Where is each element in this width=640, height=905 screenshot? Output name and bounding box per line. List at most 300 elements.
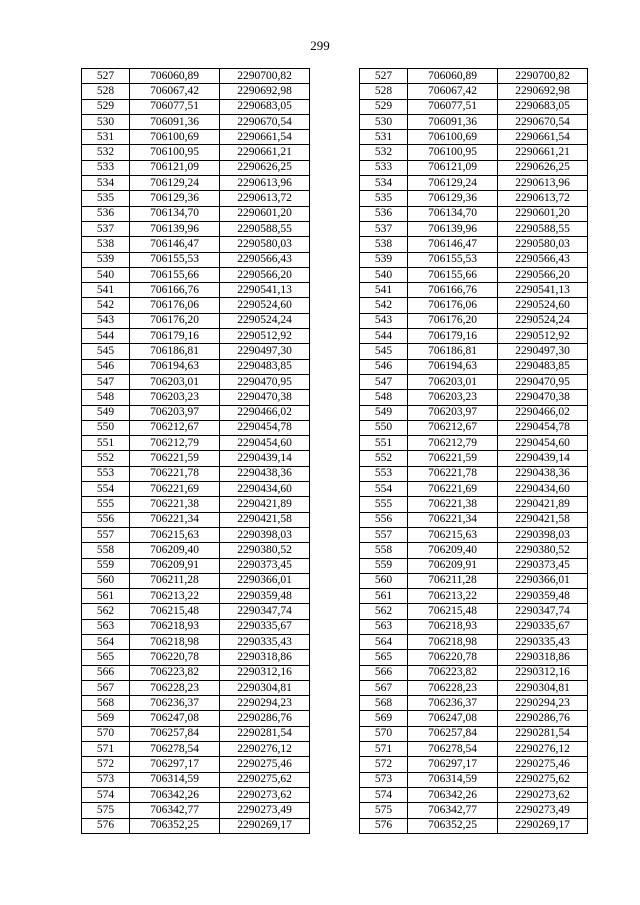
- table-row: [360, 757, 588, 772]
- y-coordinate-cell: 2290281,54: [498, 726, 588, 741]
- point-number-cell: 560: [360, 573, 408, 588]
- x-coordinate-cell: 706209,40: [130, 543, 220, 558]
- table-row: [360, 420, 588, 435]
- table-row: [82, 466, 310, 481]
- x-coordinate-cell: 706247,08: [130, 711, 220, 726]
- table-row: [360, 482, 588, 497]
- table-row: [360, 466, 588, 481]
- table-row: [360, 160, 588, 175]
- y-coordinate-cell: 2290421,89: [498, 497, 588, 512]
- y-coordinate-cell: 2290613,96: [220, 176, 310, 191]
- table-row: [82, 665, 310, 680]
- x-coordinate-cell: 706179,16: [408, 329, 498, 344]
- point-number-cell: 564: [360, 634, 408, 649]
- point-number-cell: 547: [360, 374, 408, 389]
- x-coordinate-cell: 706203,01: [408, 374, 498, 389]
- y-coordinate-cell: 2290466,02: [498, 405, 588, 420]
- point-number-cell: 549: [360, 405, 408, 420]
- x-coordinate-cell: 706212,79: [408, 436, 498, 451]
- x-coordinate-cell: 706223,82: [130, 665, 220, 680]
- point-number-cell: 533: [82, 160, 130, 175]
- table-row: [360, 619, 588, 634]
- x-coordinate-cell: 706213,22: [130, 589, 220, 604]
- point-number-cell: 534: [82, 176, 130, 191]
- y-coordinate-cell: 2290601,20: [498, 206, 588, 221]
- table-row: [82, 726, 310, 741]
- table-row: [82, 420, 310, 435]
- point-number-cell: 534: [360, 176, 408, 191]
- point-number-cell: 569: [82, 711, 130, 726]
- point-number-cell: 538: [360, 237, 408, 252]
- point-number-cell: 529: [360, 99, 408, 114]
- y-coordinate-cell: 2290335,43: [220, 634, 310, 649]
- x-coordinate-cell: 706212,67: [408, 420, 498, 435]
- y-coordinate-cell: 2290497,30: [220, 344, 310, 359]
- point-number-cell: 532: [82, 145, 130, 160]
- point-number-cell: 575: [360, 803, 408, 818]
- table-row: [360, 359, 588, 374]
- point-number-cell: 565: [360, 650, 408, 665]
- x-coordinate-cell: 706134,70: [408, 206, 498, 221]
- point-number-cell: 553: [82, 466, 130, 481]
- y-coordinate-cell: 2290275,62: [498, 772, 588, 787]
- x-coordinate-cell: 706221,34: [130, 512, 220, 527]
- y-coordinate-cell: 2290588,55: [498, 221, 588, 236]
- y-coordinate-cell: 2290470,95: [498, 374, 588, 389]
- table-row: [360, 818, 588, 833]
- coordinates-table-right: [359, 68, 588, 834]
- y-coordinate-cell: 2290281,54: [220, 726, 310, 741]
- table-row: [82, 604, 310, 619]
- y-coordinate-cell: 2290661,21: [498, 145, 588, 160]
- table-row: [360, 390, 588, 405]
- table-row: [82, 818, 310, 833]
- table-row: [360, 803, 588, 818]
- x-coordinate-cell: 706067,42: [408, 84, 498, 99]
- x-coordinate-cell: 706203,23: [408, 390, 498, 405]
- y-coordinate-cell: 2290373,45: [220, 558, 310, 573]
- point-number-cell: 573: [360, 772, 408, 787]
- y-coordinate-cell: 2290566,43: [220, 252, 310, 267]
- table-row: [360, 114, 588, 129]
- x-coordinate-cell: 706091,36: [130, 114, 220, 129]
- y-coordinate-cell: 2290276,12: [220, 742, 310, 757]
- table-row: [360, 130, 588, 145]
- x-coordinate-cell: 706176,06: [130, 298, 220, 313]
- point-number-cell: 557: [360, 527, 408, 542]
- table-row: [82, 374, 310, 389]
- table-row: [82, 69, 310, 84]
- table-row: [360, 267, 588, 282]
- y-coordinate-cell: 2290683,05: [220, 99, 310, 114]
- table-row: [360, 604, 588, 619]
- table-row: [82, 696, 310, 711]
- table-row: [82, 176, 310, 191]
- x-coordinate-cell: 706228,23: [408, 680, 498, 695]
- x-coordinate-cell: 706342,77: [408, 803, 498, 818]
- point-number-cell: 564: [82, 634, 130, 649]
- table-row: [360, 344, 588, 359]
- point-number-cell: 562: [360, 604, 408, 619]
- x-coordinate-cell: 706155,53: [408, 252, 498, 267]
- point-number-cell: 567: [82, 680, 130, 695]
- table-row: [360, 711, 588, 726]
- table-row: [82, 114, 310, 129]
- x-coordinate-cell: 706297,17: [408, 757, 498, 772]
- table-row: [82, 191, 310, 206]
- x-coordinate-cell: 706220,78: [408, 650, 498, 665]
- x-coordinate-cell: 706209,91: [408, 558, 498, 573]
- table-row: [360, 374, 588, 389]
- table-row: [82, 206, 310, 221]
- point-number-cell: 550: [82, 420, 130, 435]
- x-coordinate-cell: 706223,82: [408, 665, 498, 680]
- point-number-cell: 552: [82, 451, 130, 466]
- point-number-cell: 530: [360, 114, 408, 129]
- x-coordinate-cell: 706100,69: [408, 130, 498, 145]
- point-number-cell: 562: [82, 604, 130, 619]
- table-row: [360, 145, 588, 160]
- x-coordinate-cell: 706221,69: [408, 482, 498, 497]
- point-number-cell: 573: [82, 772, 130, 787]
- point-number-cell: 552: [360, 451, 408, 466]
- y-coordinate-cell: 2290454,60: [220, 436, 310, 451]
- y-coordinate-cell: 2290497,30: [498, 344, 588, 359]
- y-coordinate-cell: 2290470,95: [220, 374, 310, 389]
- x-coordinate-cell: 706203,97: [408, 405, 498, 420]
- x-coordinate-cell: 706278,54: [130, 742, 220, 757]
- table-row: [82, 160, 310, 175]
- point-number-cell: 571: [360, 742, 408, 757]
- x-coordinate-cell: 706194,63: [130, 359, 220, 374]
- x-coordinate-cell: 706218,98: [130, 634, 220, 649]
- y-coordinate-cell: 2290335,43: [498, 634, 588, 649]
- y-coordinate-cell: 2290294,23: [498, 696, 588, 711]
- point-number-cell: 535: [82, 191, 130, 206]
- y-coordinate-cell: 2290670,54: [498, 114, 588, 129]
- point-number-cell: 530: [82, 114, 130, 129]
- y-coordinate-cell: 2290373,45: [498, 558, 588, 573]
- table-row: [82, 680, 310, 695]
- y-coordinate-cell: 2290483,85: [498, 359, 588, 374]
- point-number-cell: 539: [360, 252, 408, 267]
- x-coordinate-cell: 706218,93: [130, 619, 220, 634]
- point-number-cell: 551: [360, 436, 408, 451]
- x-coordinate-cell: 706257,84: [408, 726, 498, 741]
- x-coordinate-cell: 706236,37: [130, 696, 220, 711]
- table-row: [82, 298, 310, 313]
- x-coordinate-cell: 706221,34: [408, 512, 498, 527]
- table-row: [360, 99, 588, 114]
- table-row: [82, 711, 310, 726]
- point-number-cell: 568: [360, 696, 408, 711]
- table-row: [82, 451, 310, 466]
- x-coordinate-cell: 706221,38: [408, 497, 498, 512]
- point-number-cell: 555: [82, 497, 130, 512]
- table-row: [82, 527, 310, 542]
- table-row: [360, 772, 588, 787]
- y-coordinate-cell: 2290483,85: [220, 359, 310, 374]
- x-coordinate-cell: 706077,51: [130, 99, 220, 114]
- table-row: [82, 329, 310, 344]
- point-number-cell: 543: [82, 313, 130, 328]
- point-number-cell: 551: [82, 436, 130, 451]
- point-number-cell: 536: [82, 206, 130, 221]
- y-coordinate-cell: 2290692,98: [498, 84, 588, 99]
- x-coordinate-cell: 706215,48: [408, 604, 498, 619]
- y-coordinate-cell: 2290700,82: [498, 69, 588, 84]
- table-row: [360, 589, 588, 604]
- point-number-cell: 560: [82, 573, 130, 588]
- point-number-cell: 565: [82, 650, 130, 665]
- table-row: [82, 512, 310, 527]
- y-coordinate-cell: 2290439,14: [220, 451, 310, 466]
- y-coordinate-cell: 2290580,03: [220, 237, 310, 252]
- x-coordinate-cell: 706146,47: [130, 237, 220, 252]
- y-coordinate-cell: 2290524,24: [220, 313, 310, 328]
- y-coordinate-cell: 2290566,20: [220, 267, 310, 282]
- y-coordinate-cell: 2290566,43: [498, 252, 588, 267]
- x-coordinate-cell: 706221,78: [130, 466, 220, 481]
- table-row: [360, 543, 588, 558]
- x-coordinate-cell: 706209,91: [130, 558, 220, 573]
- y-coordinate-cell: 2290512,92: [498, 329, 588, 344]
- y-coordinate-cell: 2290286,76: [220, 711, 310, 726]
- x-coordinate-cell: 706203,23: [130, 390, 220, 405]
- table-row: [360, 252, 588, 267]
- point-number-cell: 545: [82, 344, 130, 359]
- point-number-cell: 531: [82, 130, 130, 145]
- point-number-cell: 543: [360, 313, 408, 328]
- x-coordinate-cell: 706179,16: [130, 329, 220, 344]
- table-row: [360, 527, 588, 542]
- y-coordinate-cell: 2290398,03: [220, 527, 310, 542]
- table-row: [82, 221, 310, 236]
- y-coordinate-cell: 2290512,92: [220, 329, 310, 344]
- x-coordinate-cell: 706194,63: [408, 359, 498, 374]
- point-number-cell: 574: [360, 787, 408, 802]
- table-row: [360, 650, 588, 665]
- table-row: [82, 558, 310, 573]
- x-coordinate-cell: 706100,69: [130, 130, 220, 145]
- y-coordinate-cell: 2290275,46: [498, 757, 588, 772]
- x-coordinate-cell: 706215,63: [408, 527, 498, 542]
- table-row: [360, 237, 588, 252]
- x-coordinate-cell: 706211,28: [130, 573, 220, 588]
- y-coordinate-cell: 2290661,21: [220, 145, 310, 160]
- x-coordinate-cell: 706166,76: [408, 283, 498, 298]
- x-coordinate-cell: 706352,25: [408, 818, 498, 833]
- point-number-cell: 535: [360, 191, 408, 206]
- point-number-cell: 527: [82, 69, 130, 84]
- table-row: [360, 283, 588, 298]
- x-coordinate-cell: 706211,28: [408, 573, 498, 588]
- x-coordinate-cell: 706352,25: [130, 818, 220, 833]
- point-number-cell: 566: [360, 665, 408, 680]
- y-coordinate-cell: 2290524,24: [498, 313, 588, 328]
- y-coordinate-cell: 2290312,16: [498, 665, 588, 680]
- table-row: [360, 69, 588, 84]
- y-coordinate-cell: 2290269,17: [220, 818, 310, 833]
- table-row: [82, 405, 310, 420]
- y-coordinate-cell: 2290312,16: [220, 665, 310, 680]
- x-coordinate-cell: 706129,36: [130, 191, 220, 206]
- x-coordinate-cell: 706100,95: [130, 145, 220, 160]
- x-coordinate-cell: 706278,54: [408, 742, 498, 757]
- table-row: [82, 436, 310, 451]
- x-coordinate-cell: 706212,79: [130, 436, 220, 451]
- y-coordinate-cell: 2290470,38: [498, 390, 588, 405]
- table-row: [82, 313, 310, 328]
- table-row: [82, 267, 310, 282]
- table-row: [82, 573, 310, 588]
- x-coordinate-cell: 706342,26: [130, 787, 220, 802]
- x-coordinate-cell: 706155,66: [130, 267, 220, 282]
- point-number-cell: 548: [360, 390, 408, 405]
- y-coordinate-cell: 2290304,81: [498, 680, 588, 695]
- point-number-cell: 527: [360, 69, 408, 84]
- x-coordinate-cell: 706077,51: [408, 99, 498, 114]
- point-number-cell: 528: [82, 84, 130, 99]
- x-coordinate-cell: 706203,01: [130, 374, 220, 389]
- x-coordinate-cell: 706129,36: [408, 191, 498, 206]
- y-coordinate-cell: 2290359,48: [220, 589, 310, 604]
- point-number-cell: 575: [82, 803, 130, 818]
- point-number-cell: 531: [360, 130, 408, 145]
- point-number-cell: 545: [360, 344, 408, 359]
- y-coordinate-cell: 2290692,98: [220, 84, 310, 99]
- x-coordinate-cell: 706155,53: [130, 252, 220, 267]
- table-row: [82, 237, 310, 252]
- table-row: [360, 680, 588, 695]
- y-coordinate-cell: 2290275,62: [220, 772, 310, 787]
- point-number-cell: 550: [360, 420, 408, 435]
- y-coordinate-cell: 2290613,72: [498, 191, 588, 206]
- page-number: 299: [310, 38, 330, 53]
- y-coordinate-cell: 2290273,62: [220, 787, 310, 802]
- table-row: [82, 650, 310, 665]
- point-number-cell: 541: [360, 283, 408, 298]
- point-number-cell: 561: [82, 589, 130, 604]
- coordinates-table-left: [81, 68, 310, 834]
- table-row: [360, 451, 588, 466]
- x-coordinate-cell: 706221,69: [130, 482, 220, 497]
- y-coordinate-cell: 2290335,67: [498, 619, 588, 634]
- point-number-cell: 558: [82, 543, 130, 558]
- x-coordinate-cell: 706176,20: [130, 313, 220, 328]
- table-row: [360, 329, 588, 344]
- y-coordinate-cell: 2290454,78: [498, 420, 588, 435]
- y-coordinate-cell: 2290273,62: [498, 787, 588, 802]
- y-coordinate-cell: 2290613,72: [220, 191, 310, 206]
- table-row: [82, 482, 310, 497]
- table-row: [360, 497, 588, 512]
- y-coordinate-cell: 2290347,74: [220, 604, 310, 619]
- x-coordinate-cell: 706314,59: [408, 772, 498, 787]
- y-coordinate-cell: 2290524,60: [220, 298, 310, 313]
- x-coordinate-cell: 706121,09: [130, 160, 220, 175]
- point-number-cell: 549: [82, 405, 130, 420]
- x-coordinate-cell: 706060,89: [408, 69, 498, 84]
- point-number-cell: 539: [82, 252, 130, 267]
- y-coordinate-cell: 2290454,60: [498, 436, 588, 451]
- table-row: [82, 787, 310, 802]
- point-number-cell: 529: [82, 99, 130, 114]
- y-coordinate-cell: 2290454,78: [220, 420, 310, 435]
- x-coordinate-cell: 706228,23: [130, 680, 220, 695]
- x-coordinate-cell: 706236,37: [408, 696, 498, 711]
- table-row: [360, 726, 588, 741]
- y-coordinate-cell: 2290438,36: [220, 466, 310, 481]
- table-row: [360, 573, 588, 588]
- y-coordinate-cell: 2290466,02: [220, 405, 310, 420]
- table-row: [82, 634, 310, 649]
- y-coordinate-cell: 2290273,49: [220, 803, 310, 818]
- y-coordinate-cell: 2290626,25: [498, 160, 588, 175]
- table-row: [360, 176, 588, 191]
- point-number-cell: 570: [82, 726, 130, 741]
- x-coordinate-cell: 706221,59: [130, 451, 220, 466]
- point-number-cell: 540: [82, 267, 130, 282]
- x-coordinate-cell: 706139,96: [130, 221, 220, 236]
- y-coordinate-cell: 2290470,38: [220, 390, 310, 405]
- point-number-cell: 566: [82, 665, 130, 680]
- point-number-cell: 571: [82, 742, 130, 757]
- x-coordinate-cell: 706067,42: [130, 84, 220, 99]
- table-row: [360, 221, 588, 236]
- table-row: [360, 405, 588, 420]
- y-coordinate-cell: 2290438,36: [498, 466, 588, 481]
- table-row: [82, 497, 310, 512]
- table-row: [82, 99, 310, 114]
- y-coordinate-cell: 2290359,48: [498, 589, 588, 604]
- y-coordinate-cell: 2290588,55: [220, 221, 310, 236]
- table-row: [82, 757, 310, 772]
- y-coordinate-cell: 2290335,67: [220, 619, 310, 634]
- y-coordinate-cell: 2290275,46: [220, 757, 310, 772]
- point-number-cell: 576: [360, 818, 408, 833]
- y-coordinate-cell: 2290439,14: [498, 451, 588, 466]
- y-coordinate-cell: 2290613,96: [498, 176, 588, 191]
- point-number-cell: 544: [360, 329, 408, 344]
- point-number-cell: 540: [360, 267, 408, 282]
- y-coordinate-cell: 2290434,60: [498, 482, 588, 497]
- x-coordinate-cell: 706221,59: [408, 451, 498, 466]
- table-row: [82, 359, 310, 374]
- x-coordinate-cell: 706257,84: [130, 726, 220, 741]
- point-number-cell: 538: [82, 237, 130, 252]
- x-coordinate-cell: 706218,93: [408, 619, 498, 634]
- point-number-cell: 533: [360, 160, 408, 175]
- point-number-cell: 559: [82, 558, 130, 573]
- point-number-cell: 537: [82, 221, 130, 236]
- y-coordinate-cell: 2290318,86: [498, 650, 588, 665]
- x-coordinate-cell: 706166,76: [130, 283, 220, 298]
- point-number-cell: 568: [82, 696, 130, 711]
- point-number-cell: 556: [360, 512, 408, 527]
- x-coordinate-cell: 706091,36: [408, 114, 498, 129]
- point-number-cell: 542: [360, 298, 408, 313]
- table-row: [360, 298, 588, 313]
- table-row: [82, 84, 310, 99]
- point-number-cell: 555: [360, 497, 408, 512]
- point-number-cell: 576: [82, 818, 130, 833]
- table-row: [82, 145, 310, 160]
- point-number-cell: 554: [82, 482, 130, 497]
- point-number-cell: 572: [82, 757, 130, 772]
- y-coordinate-cell: 2290347,74: [498, 604, 588, 619]
- x-coordinate-cell: 706221,38: [130, 497, 220, 512]
